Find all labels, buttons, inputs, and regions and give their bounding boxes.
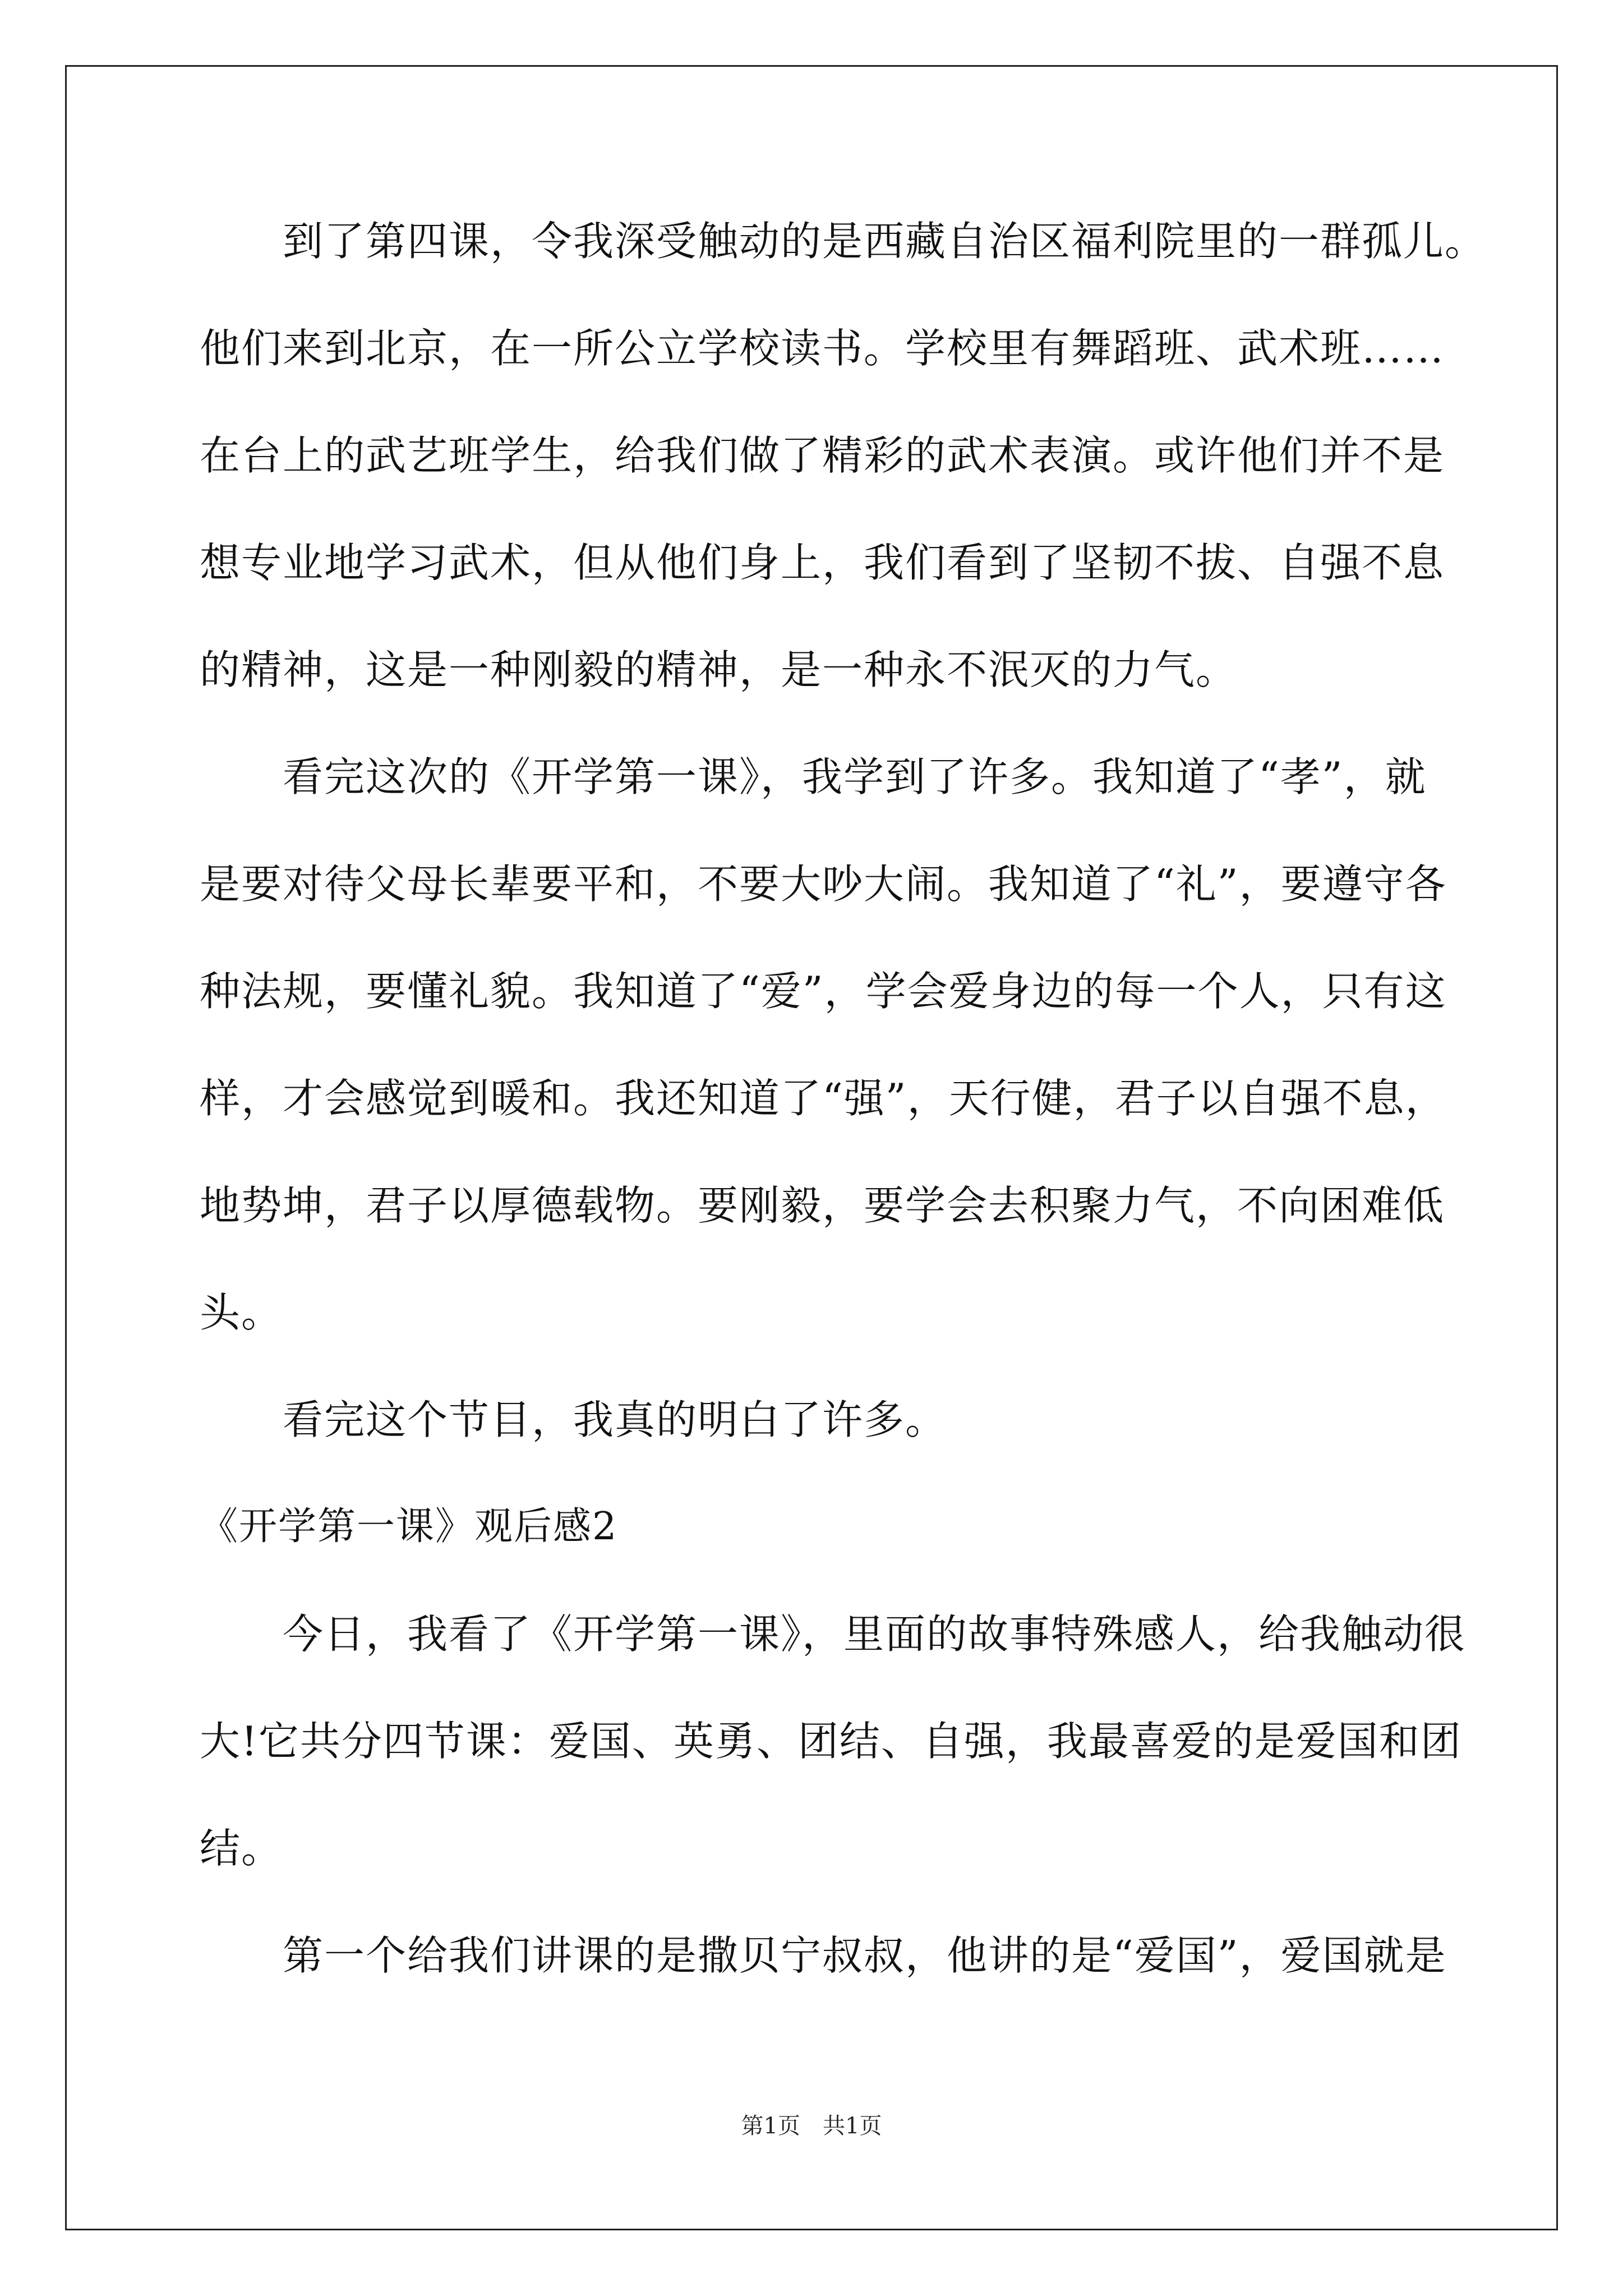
paragraph-line: 想专业地学习武术，但从他们身上，我们看到了坚韧不拔、自强不息 bbox=[200, 539, 1445, 586]
paragraph-line: 大!它共分四节课：爱国、英勇、团结、自强，我最喜爱的是爱国和团 bbox=[200, 1718, 1462, 1765]
paragraph-line: 样，才会感觉到暖和。我还知道了“强”，天行健，君子以自强不息， bbox=[200, 1075, 1447, 1122]
paragraph-line: 看完这次的《开学第一课》，我学到了许多。我知道了“孝”，就 bbox=[283, 753, 1427, 800]
page-footer: 第1页 共1页 bbox=[741, 2113, 882, 2139]
paragraph-line: 的精神，这是一种刚毅的精神，是一种永不泯灭的力气。 bbox=[200, 646, 1238, 693]
paragraph-line: 结。 bbox=[200, 1825, 283, 1872]
paragraph-line: 到了第四课，令我深受触动的是西藏自治区福利院里的一群孤儿。 bbox=[283, 218, 1487, 265]
paragraph-line: 第一个给我们讲课的是撒贝宁叔叔，他讲的是“爱国”，爱国就是 bbox=[283, 1932, 1447, 1979]
paragraph-line: 在台上的武艺班学生，给我们做了精彩的武术表演。或许他们并不是 bbox=[200, 432, 1445, 479]
paragraph-line: 他们来到北京，在一所公立学校读书。学校里有舞蹈班、武术班…… bbox=[200, 325, 1445, 372]
paragraph-line: 今日，我看了《开学第一课》，里面的故事特殊感人，给我触动很 bbox=[283, 1611, 1467, 1658]
section-heading: 《开学第一课》观后感2 bbox=[200, 1504, 618, 1549]
paragraph-line: 头。 bbox=[200, 1289, 283, 1336]
paragraph-line: 看完这个节目，我真的明白了许多。 bbox=[283, 1396, 947, 1443]
paragraph-line: 种法规，要懂礼貌。我知道了“爱”，学会爱身边的每一个人，只有这 bbox=[200, 968, 1447, 1015]
page-border bbox=[65, 65, 1558, 2230]
paragraph-line: 地势坤，君子以厚德载物。要刚毅，要学会去积聚力气，不向困难低 bbox=[200, 1182, 1445, 1229]
paragraph-line: 是要对待父母长辈要平和，不要大吵大闹。我知道了“礼”，要遵守各 bbox=[200, 861, 1447, 908]
